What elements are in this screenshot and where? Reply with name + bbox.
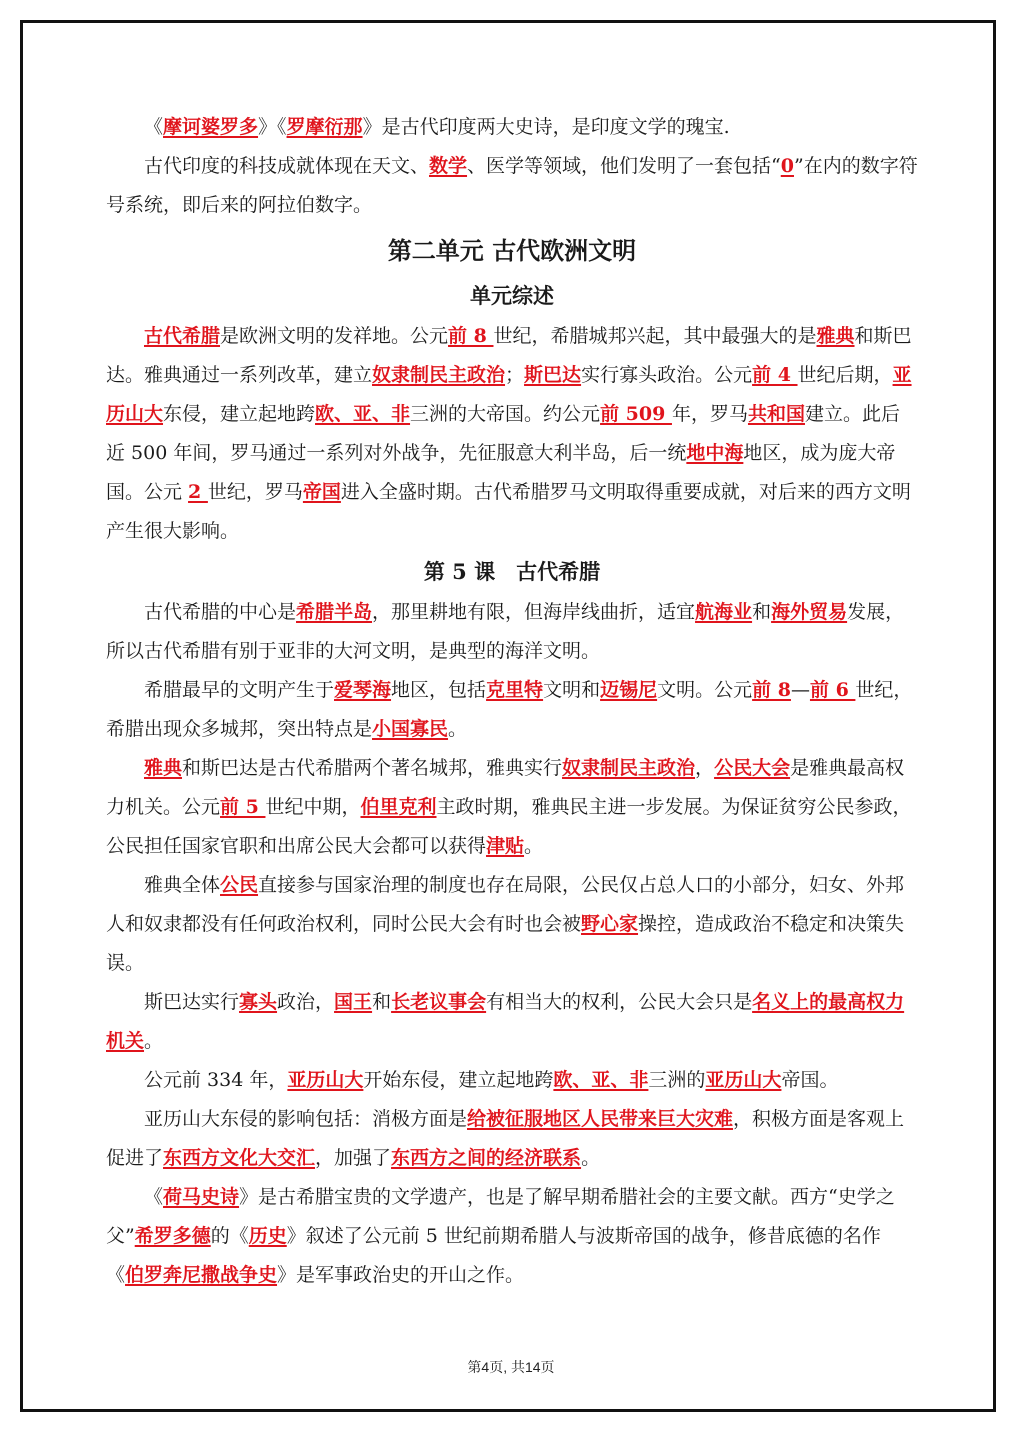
highlighted-keyword: 寡头 (239, 991, 278, 1013)
highlighted-keyword: 共和国 (747, 403, 805, 425)
text-run: 。 (524, 835, 544, 857)
highlighted-keyword: 奴隶制民主政治 (372, 364, 506, 386)
highlighted-keyword: 野心家 (581, 913, 639, 935)
highlighted-keyword: 历史 (248, 1225, 287, 1247)
text-run: 世纪中期， (265, 796, 361, 818)
text-run: ”在内的数字符号系统，即后来的阿拉伯数字。 (106, 155, 918, 216)
text-run: 》是军事政治史的开山之作。 (277, 1264, 525, 1286)
text-run: 地区，包括 (391, 679, 487, 701)
paragraph (106, 866, 918, 983)
highlighted-keyword: 雅典 (816, 325, 855, 347)
unit-heading (106, 225, 918, 275)
paragraph (106, 749, 918, 866)
section-heading (106, 275, 918, 317)
highlighted-keyword: 小国寡民 (372, 718, 449, 740)
highlighted-keyword: 欧、亚、非 (315, 403, 411, 425)
text-run: 世纪后期， (797, 364, 893, 386)
highlighted-keyword: 爱琴海 (334, 679, 392, 701)
text-run: 三洲的 (648, 1069, 706, 1091)
text-run: 帝国。 (781, 1069, 839, 1091)
highlighted-keyword: 欧、亚、非 (553, 1069, 649, 1091)
text-run: 进入全盛时期。古代希腊罗马文明取得重要成就，对后来的西方文明产生很大影响。 (106, 481, 911, 542)
text-run: 东侵，建立起地跨 (163, 403, 316, 425)
paragraph (106, 593, 918, 671)
highlighted-keyword: 亚历山大 (106, 364, 912, 425)
highlighted-keyword: 前 4 (752, 364, 798, 386)
highlighted-keyword: 奴隶制民主政治 (562, 757, 696, 779)
text-run: 和 (752, 601, 772, 623)
text-run: 《 (144, 1186, 164, 1208)
document-body (106, 108, 918, 1295)
text-run: 》是古代印度两大史诗，是印度文学的瑰宝. (362, 116, 730, 138)
paragraph (106, 1100, 918, 1178)
text-run: ，那里耕地有限，但海岸线曲折，适宜 (372, 601, 696, 623)
text-run: 是欧洲文明的发祥地。公元 (220, 325, 449, 347)
text-run: 古代印度的科技成就体现在天文、 (144, 155, 430, 177)
highlighted-keyword: 东西方之间的经济联系 (391, 1147, 582, 1169)
highlighted-keyword: 长老议事会 (391, 991, 487, 1013)
section-heading (106, 551, 918, 593)
highlighted-keyword: 帝国 (302, 481, 341, 503)
text-run: 发展，所以古代希腊有别于亚非的大河文明，是典型的海洋文明。 (106, 601, 905, 662)
text-run: 公元前 334 年， (144, 1069, 288, 1091)
highlighted-keyword: 亚历山大 (705, 1069, 782, 1091)
highlighted-keyword: 国王 (334, 991, 373, 1013)
highlighted-keyword: 海外贸易 (771, 601, 848, 623)
paragraph (106, 983, 918, 1061)
text-run: ； (505, 364, 525, 386)
highlighted-keyword: 公民 (220, 874, 259, 896)
text-run: 政治， (277, 991, 335, 1013)
highlighted-keyword: 摩诃婆罗多 (163, 116, 259, 138)
highlighted-keyword: 雅典 (144, 757, 183, 779)
text-run: 雅典全体 (144, 874, 221, 896)
text-run: 和斯巴达是古代希腊两个著名城邦，雅典实行 (182, 757, 563, 779)
text-run: 建立。此后近 500 年间，罗马通过一系列对外战争，先征服意大利半岛，后一统 (106, 403, 900, 464)
paragraph (106, 317, 918, 551)
text-run: 、医学等领域，他们发明了一套包括“ (467, 155, 781, 177)
text-run: 古代希腊的中心是 (144, 601, 297, 623)
highlighted-keyword: 伯里克利 (360, 796, 437, 818)
highlighted-keyword: 2 (188, 481, 208, 503)
text-run: 直接参与国家治理的制度也存在局限，公民仅占总人口的小部分，妇女、外邦人和奴隶都没有任何政治权利，同时公民大会有时也会被 (106, 874, 905, 935)
text-run: 主政时期，雅典民主进一步发展。为保证贫穷公民参政，公民担任国家官职和出席公民大会都可以获得 (106, 796, 912, 857)
highlighted-keyword: 荷马史诗 (163, 1186, 240, 1208)
text-run: 年，罗马 (671, 403, 748, 425)
highlighted-keyword: 前 509 (600, 403, 672, 425)
text-run: 希腊最早的文明产生于 (144, 679, 335, 701)
highlighted-keyword: 伯罗奔尼撒战争史 (125, 1264, 278, 1286)
highlighted-keyword: 0 (780, 155, 794, 177)
text-run: 有相当大的权利，公民大会只是 (486, 991, 753, 1013)
highlighted-keyword: 数学 (429, 155, 468, 177)
text-run: 三洲的大帝国。约公元 (410, 403, 601, 425)
highlighted-keyword: 迈锡尼 (600, 679, 658, 701)
paragraph (106, 108, 918, 147)
highlighted-keyword: 罗摩衍那 (286, 116, 363, 138)
paragraph (106, 1061, 918, 1100)
text-run: 地区，成为庞大帝国。公元 (106, 442, 896, 503)
text-run: 世纪，罗马 (207, 481, 303, 503)
text-run: 》《 (258, 116, 287, 138)
paragraph (106, 1178, 918, 1295)
highlighted-keyword: 前 8 (752, 679, 791, 701)
highlighted-keyword: 希腊半岛 (296, 601, 373, 623)
text-run: 的《 (210, 1225, 249, 1247)
text-run: 第 5 课 古代希腊 (423, 559, 601, 584)
highlighted-keyword: 航海业 (695, 601, 753, 623)
text-run: 世纪，希腊出现众多城邦，突出特点是 (106, 679, 913, 740)
highlighted-keyword: 名义上的最高权力机关 (106, 991, 905, 1052)
highlighted-keyword: 公民大会 (714, 757, 791, 779)
text-run: 和斯巴达。雅典通过一系列改革，建立 (106, 325, 912, 386)
text-run: 亚历山大东侵的影响包括：消极方面是 (144, 1108, 468, 1130)
text-run: ， (695, 757, 715, 779)
highlighted-keyword: 地中海 (686, 442, 744, 464)
text-run: ，积极方面是客观上促进了 (106, 1108, 905, 1169)
paragraph (106, 671, 918, 749)
text-run: ，加强了 (315, 1147, 392, 1169)
highlighted-keyword: 给被征服地区人民带来巨大灾难 (467, 1108, 734, 1130)
text-run: 第二单元 古代欧洲文明 (387, 236, 637, 265)
text-run: 。 (581, 1147, 601, 1169)
text-run: 操控，造成政治不稳定和决策失误。 (106, 913, 905, 974)
text-run: 《 (144, 116, 164, 138)
highlighted-keyword: 前 8 (448, 325, 494, 347)
paragraph (106, 147, 918, 225)
text-run: 实行寡头政治。公元 (581, 364, 753, 386)
highlighted-keyword: 东西方文化大交汇 (163, 1147, 316, 1169)
highlighted-keyword: 古代希腊 (144, 325, 221, 347)
text-run: 文明。公元 (657, 679, 753, 701)
page-number-footer: 第4页, 共14页 (467, 1359, 555, 1375)
text-run: 文明和 (543, 679, 601, 701)
highlighted-keyword: 津贴 (486, 835, 525, 857)
text-run: 。 (144, 1030, 164, 1052)
text-run: 斯巴达实行 (144, 991, 240, 1013)
text-run: 世纪，希腊城邦兴起，其中最强大的是 (493, 325, 817, 347)
highlighted-keyword: 亚历山大 (287, 1069, 364, 1091)
highlighted-keyword: 克里特 (486, 679, 544, 701)
text-run: — (790, 679, 810, 701)
highlighted-keyword: 斯巴达 (524, 364, 582, 386)
highlighted-keyword: 前 6 (809, 679, 856, 701)
text-run: 单元综述 (470, 283, 554, 308)
text-run: 》是古希腊宝贵的文学遗产，也是了解早期希腊社会的主要文献。西方“史学之父” (106, 1186, 895, 1247)
text-run: 开始东侵，建立起地跨 (363, 1069, 554, 1091)
text-run: 是雅典最高权力机关。公元 (106, 757, 905, 818)
highlighted-keyword: 希罗多德 (134, 1225, 211, 1247)
highlighted-keyword: 前 5 (220, 796, 266, 818)
text-run: 》叙述了公元前 5 世纪前期希腊人与波斯帝国的战争，修昔底德的名作《 (106, 1225, 881, 1286)
text-run: 。 (448, 718, 468, 740)
text-run: 和 (372, 991, 392, 1013)
